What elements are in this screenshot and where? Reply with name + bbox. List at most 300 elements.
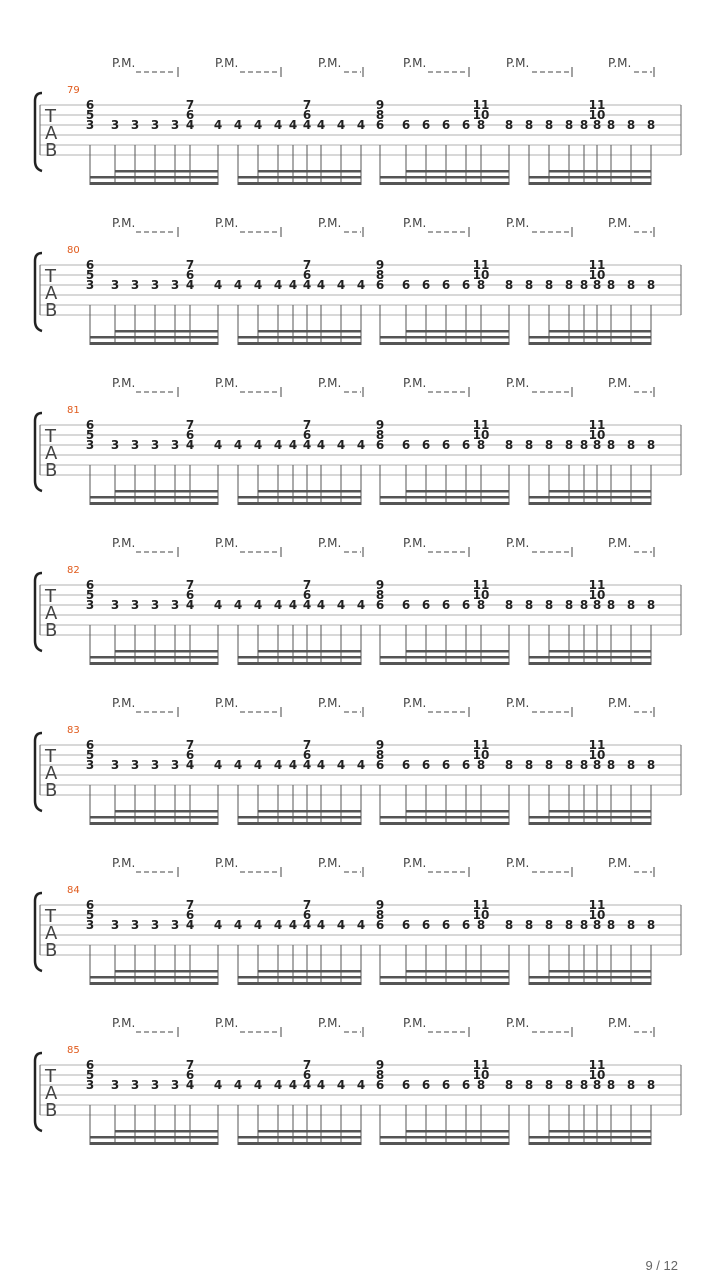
measure-number: 83	[67, 725, 80, 736]
palm-mute-marking	[112, 536, 178, 557]
beam-group	[86, 418, 222, 505]
fret-number: 6	[302, 588, 312, 602]
pm-label: P.M.	[112, 696, 136, 710]
fret-number: 8	[544, 438, 554, 452]
fret-number: 10	[588, 908, 606, 922]
fret-number: 5	[85, 268, 95, 282]
beam-tertiary	[115, 970, 218, 973]
fret-number: 11	[588, 898, 606, 912]
fret-number: 11	[472, 98, 490, 112]
palm-mute-marking	[608, 536, 654, 557]
pm-label: P.M.	[112, 216, 136, 230]
fret-number: 4	[302, 118, 312, 132]
fret-number: 6	[185, 588, 195, 602]
palm-mute-marking	[215, 56, 281, 77]
tab-system-83	[35, 696, 681, 825]
beam-group	[234, 258, 365, 345]
palm-mute-marking	[403, 1016, 469, 1037]
beam-secondary	[529, 336, 651, 339]
beam-primary	[238, 982, 361, 985]
fret-number: 7	[185, 738, 195, 752]
fret-number: 11	[588, 1058, 606, 1072]
fret-number: 6	[421, 118, 431, 132]
palm-mute-marking	[506, 216, 572, 237]
beam-group	[525, 1058, 655, 1145]
tab-letter-a: A	[45, 1083, 58, 1104]
fret-number: 8	[544, 758, 554, 772]
fret-number: 8	[544, 1078, 554, 1092]
beam-group	[234, 1058, 365, 1145]
tab-letter-b: B	[45, 140, 58, 161]
fret-number: 8	[504, 438, 514, 452]
fret-number: 8	[504, 598, 514, 612]
beam-primary	[380, 982, 509, 985]
pm-label: P.M.	[506, 536, 530, 550]
fret-number: 10	[472, 268, 490, 282]
pm-label: P.M.	[318, 56, 342, 70]
fret-number: 7	[185, 258, 195, 272]
palm-mute-marking	[403, 56, 469, 77]
fret-number: 6	[185, 108, 195, 122]
fret-number: 8	[579, 598, 589, 612]
fret-number: 8	[524, 758, 534, 772]
fret-number: 8	[626, 118, 636, 132]
fret-number: 7	[185, 578, 195, 592]
fret-number: 6	[185, 908, 195, 922]
beam-tertiary	[115, 330, 218, 333]
fret-number: 4	[316, 598, 326, 612]
palm-mute-marking	[215, 1016, 281, 1037]
fret-number: 8	[579, 918, 589, 932]
palm-mute-marking	[318, 1016, 363, 1037]
fret-number: 7	[302, 898, 312, 912]
measure-number: 82	[67, 565, 80, 576]
beam-group	[86, 578, 222, 665]
fret-number: 6	[421, 278, 431, 292]
fret-number: 3	[110, 598, 120, 612]
beam-primary	[529, 182, 651, 185]
pm-label: P.M.	[112, 56, 136, 70]
fret-number: 4	[336, 1078, 346, 1092]
fret-number: 4	[273, 918, 283, 932]
fret-number: 6	[461, 1078, 471, 1092]
beam-secondary	[529, 1136, 651, 1139]
beam-secondary	[529, 176, 651, 179]
fret-number: 3	[150, 918, 160, 932]
fret-number: 3	[110, 118, 120, 132]
fret-number: 3	[130, 278, 140, 292]
tab-letter-b: B	[45, 940, 58, 961]
fret-number: 8	[579, 278, 589, 292]
beam-group	[86, 898, 222, 985]
pm-label: P.M.	[403, 1016, 427, 1030]
palm-mute-marking	[506, 56, 572, 77]
fret-number: 6	[85, 738, 95, 752]
fret-number: 6	[302, 428, 312, 442]
fret-number: 8	[504, 918, 514, 932]
tab-letter-t: T	[45, 906, 56, 927]
palm-mute-marking	[318, 216, 363, 237]
fret-number: 5	[85, 748, 95, 762]
fret-number: 3	[130, 918, 140, 932]
tab-letter-a: A	[45, 123, 58, 144]
beam-tertiary	[258, 490, 361, 493]
pm-label: P.M.	[318, 376, 342, 390]
fret-number: 6	[421, 438, 431, 452]
fret-number: 4	[316, 438, 326, 452]
fret-number: 8	[524, 1078, 534, 1092]
fret-number: 8	[375, 428, 385, 442]
palm-mute-marking	[215, 856, 281, 877]
pm-label: P.M.	[112, 856, 136, 870]
fret-number: 3	[170, 758, 180, 772]
fret-number: 8	[476, 1078, 486, 1092]
tab-letter-b: B	[45, 1100, 58, 1121]
fret-number: 4	[185, 598, 195, 612]
tab-system-85	[35, 1016, 681, 1145]
beam-group	[376, 1058, 513, 1145]
beam-primary	[238, 662, 361, 665]
fret-number: 3	[85, 918, 95, 932]
fret-number: 8	[564, 1078, 574, 1092]
palm-mute-marking	[318, 536, 363, 557]
pm-label: P.M.	[215, 216, 239, 230]
beam-tertiary	[406, 170, 509, 173]
fret-number: 8	[626, 758, 636, 772]
fret-number: 4	[233, 1078, 243, 1092]
fret-number: 8	[544, 598, 554, 612]
beam-secondary	[529, 976, 651, 979]
fret-number: 6	[302, 268, 312, 282]
beam-tertiary	[115, 1130, 218, 1133]
tab-system-82	[35, 536, 681, 665]
fret-number: 3	[150, 438, 160, 452]
fret-number: 8	[564, 278, 574, 292]
fret-number: 4	[302, 438, 312, 452]
beam-primary	[90, 662, 218, 665]
palm-mute-marking	[215, 376, 281, 397]
fret-number: 8	[606, 438, 616, 452]
fret-number: 3	[85, 278, 95, 292]
fret-number: 11	[472, 738, 490, 752]
fret-number: 4	[273, 598, 283, 612]
fret-number: 6	[441, 758, 451, 772]
beam-primary	[529, 662, 651, 665]
fret-number: 4	[356, 118, 366, 132]
fret-number: 5	[85, 108, 95, 122]
fret-number: 6	[401, 1078, 411, 1092]
fret-number: 6	[421, 758, 431, 772]
beam-primary	[238, 822, 361, 825]
beam-primary	[238, 1142, 361, 1145]
fret-number: 8	[564, 598, 574, 612]
fret-number: 6	[375, 1078, 385, 1092]
fret-number: 6	[85, 1058, 95, 1072]
pm-label: P.M.	[608, 376, 632, 390]
beam-secondary	[529, 496, 651, 499]
fret-number: 6	[401, 278, 411, 292]
fret-number: 10	[588, 268, 606, 282]
fret-number: 6	[441, 1078, 451, 1092]
fret-number: 3	[150, 1078, 160, 1092]
fret-number: 11	[588, 258, 606, 272]
fret-number: 8	[504, 758, 514, 772]
fret-number: 8	[375, 908, 385, 922]
fret-number: 4	[302, 278, 312, 292]
palm-mute-marking	[112, 856, 178, 877]
fret-number: 6	[85, 898, 95, 912]
fret-number: 4	[288, 438, 298, 452]
fret-number: 6	[461, 118, 471, 132]
beam-group	[376, 98, 513, 185]
fret-number: 8	[476, 438, 486, 452]
beam-primary	[529, 342, 651, 345]
fret-number: 3	[170, 438, 180, 452]
tab-letter-a: A	[45, 283, 58, 304]
fret-number: 3	[110, 758, 120, 772]
fret-number: 4	[233, 918, 243, 932]
beam-primary	[238, 182, 361, 185]
fret-number: 6	[421, 1078, 431, 1092]
tab-letter-t: T	[45, 1066, 56, 1087]
pm-label: P.M.	[506, 216, 530, 230]
tab-letter-a: A	[45, 923, 58, 944]
fret-number: 5	[85, 1068, 95, 1082]
fret-number: 11	[472, 1058, 490, 1072]
fret-number: 4	[336, 118, 346, 132]
fret-number: 8	[579, 1078, 589, 1092]
beam-secondary	[238, 496, 361, 499]
beam-secondary	[380, 1136, 509, 1139]
fret-number: 3	[130, 118, 140, 132]
tab-system-84	[35, 856, 681, 985]
fret-number: 9	[375, 1058, 385, 1072]
fret-number: 8	[592, 438, 602, 452]
fret-number: 10	[472, 908, 490, 922]
fret-number: 4	[233, 118, 243, 132]
fret-number: 4	[316, 278, 326, 292]
fret-number: 8	[646, 1078, 656, 1092]
fret-number: 8	[606, 1078, 616, 1092]
fret-number: 6	[85, 418, 95, 432]
fret-number: 4	[316, 918, 326, 932]
fret-number: 4	[185, 758, 195, 772]
fret-number: 4	[213, 758, 223, 772]
beam-group	[376, 418, 513, 505]
beam-secondary	[238, 976, 361, 979]
fret-number: 8	[579, 758, 589, 772]
palm-mute-marking	[112, 376, 178, 397]
fret-number: 3	[110, 1078, 120, 1092]
pm-label: P.M.	[215, 56, 239, 70]
fret-number: 4	[213, 278, 223, 292]
fret-number: 4	[185, 438, 195, 452]
fret-number: 8	[579, 438, 589, 452]
beam-primary	[380, 822, 509, 825]
palm-mute-marking	[506, 1016, 572, 1037]
palm-mute-marking	[506, 856, 572, 877]
beam-tertiary	[406, 810, 509, 813]
beam-secondary	[90, 656, 218, 659]
fret-number: 7	[185, 1058, 195, 1072]
pm-label: P.M.	[215, 536, 239, 550]
fret-number: 5	[85, 908, 95, 922]
fret-number: 4	[273, 118, 283, 132]
beam-primary	[238, 342, 361, 345]
tab-letter-a: A	[45, 763, 58, 784]
fret-number: 4	[336, 278, 346, 292]
beam-group	[525, 578, 655, 665]
fret-number: 7	[302, 418, 312, 432]
pm-label: P.M.	[506, 1016, 530, 1030]
beam-primary	[380, 502, 509, 505]
fret-number: 8	[626, 598, 636, 612]
fret-number: 8	[476, 598, 486, 612]
beam-tertiary	[258, 650, 361, 653]
beam-secondary	[380, 656, 509, 659]
pm-label: P.M.	[608, 1016, 632, 1030]
fret-number: 8	[524, 918, 534, 932]
fret-number: 5	[85, 428, 95, 442]
fret-number: 8	[564, 438, 574, 452]
palm-mute-marking	[112, 56, 178, 77]
measure-number: 80	[67, 245, 80, 256]
pm-label: P.M.	[506, 856, 530, 870]
pm-label: P.M.	[318, 856, 342, 870]
beam-tertiary	[258, 970, 361, 973]
pm-label: P.M.	[403, 536, 427, 550]
beam-tertiary	[549, 650, 651, 653]
fret-number: 8	[476, 278, 486, 292]
tab-letter-t: T	[45, 106, 56, 127]
fret-number: 11	[472, 898, 490, 912]
fret-number: 9	[375, 578, 385, 592]
tab-letter-a: A	[45, 443, 58, 464]
fret-number: 6	[401, 598, 411, 612]
tab-letter-b: B	[45, 300, 58, 321]
fret-number: 7	[185, 98, 195, 112]
tab-letter-b: B	[45, 460, 58, 481]
fret-number: 8	[579, 118, 589, 132]
pm-label: P.M.	[112, 536, 136, 550]
fret-number: 8	[646, 118, 656, 132]
beam-group	[525, 418, 655, 505]
beam-group	[525, 738, 655, 825]
beam-primary	[90, 182, 218, 185]
tab-letter-t: T	[45, 266, 56, 287]
fret-number: 6	[461, 758, 471, 772]
beam-primary	[90, 1142, 218, 1145]
beam-group	[376, 578, 513, 665]
fret-number: 8	[524, 278, 534, 292]
beam-group	[86, 258, 222, 345]
palm-mute-marking	[318, 376, 363, 397]
beam-tertiary	[549, 490, 651, 493]
fret-number: 7	[302, 738, 312, 752]
page-number: 9 / 12	[645, 1258, 678, 1273]
fret-number: 8	[476, 758, 486, 772]
fret-number: 6	[401, 758, 411, 772]
fret-number: 4	[288, 918, 298, 932]
palm-mute-marking	[608, 376, 654, 397]
palm-mute-marking	[112, 696, 178, 717]
fret-number: 6	[185, 268, 195, 282]
fret-number: 10	[588, 428, 606, 442]
fret-number: 3	[110, 438, 120, 452]
beam-group	[234, 578, 365, 665]
tab-system-80	[35, 216, 681, 345]
fret-number: 8	[544, 918, 554, 932]
fret-number: 6	[302, 1068, 312, 1082]
fret-number: 6	[441, 278, 451, 292]
fret-number: 10	[472, 1068, 490, 1082]
fret-number: 3	[85, 758, 95, 772]
fret-number: 8	[646, 278, 656, 292]
palm-mute-marking	[608, 216, 654, 237]
beam-tertiary	[406, 1130, 509, 1133]
beam-secondary	[380, 816, 509, 819]
fret-number: 4	[288, 1078, 298, 1092]
beam-group	[234, 418, 365, 505]
palm-mute-marking	[403, 856, 469, 877]
fret-number: 4	[273, 278, 283, 292]
fret-number: 3	[170, 598, 180, 612]
fret-number: 7	[302, 98, 312, 112]
measure-number: 84	[67, 885, 80, 896]
pm-label: P.M.	[112, 1016, 136, 1030]
fret-number: 6	[441, 118, 451, 132]
beam-tertiary	[258, 330, 361, 333]
fret-number: 8	[626, 918, 636, 932]
palm-mute-marking	[403, 216, 469, 237]
fret-number: 4	[253, 438, 263, 452]
fret-number: 4	[336, 918, 346, 932]
fret-number: 7	[302, 578, 312, 592]
fret-number: 8	[375, 1068, 385, 1082]
fret-number: 6	[302, 748, 312, 762]
measure-number: 85	[67, 1045, 80, 1056]
fret-number: 7	[302, 1058, 312, 1072]
fret-number: 9	[375, 258, 385, 272]
fret-number: 8	[606, 598, 616, 612]
fret-number: 3	[85, 1078, 95, 1092]
fret-number: 6	[85, 258, 95, 272]
beam-primary	[529, 982, 651, 985]
fret-number: 6	[375, 118, 385, 132]
fret-number: 4	[302, 758, 312, 772]
pm-label: P.M.	[506, 696, 530, 710]
fret-number: 3	[130, 598, 140, 612]
fret-number: 4	[316, 1078, 326, 1092]
fret-number: 3	[150, 278, 160, 292]
fret-number: 8	[544, 118, 554, 132]
beam-group	[525, 258, 655, 345]
measure-number: 79	[67, 85, 80, 96]
fret-number: 8	[564, 118, 574, 132]
fret-number: 6	[421, 918, 431, 932]
fret-number: 4	[185, 918, 195, 932]
fret-number: 3	[85, 118, 95, 132]
fret-number: 3	[110, 278, 120, 292]
beam-tertiary	[258, 1130, 361, 1133]
fret-number: 6	[375, 758, 385, 772]
palm-mute-marking	[403, 376, 469, 397]
fret-number: 10	[472, 588, 490, 602]
fret-number: 4	[356, 758, 366, 772]
beam-tertiary	[406, 490, 509, 493]
fret-number: 8	[375, 588, 385, 602]
palm-mute-marking	[608, 856, 654, 877]
